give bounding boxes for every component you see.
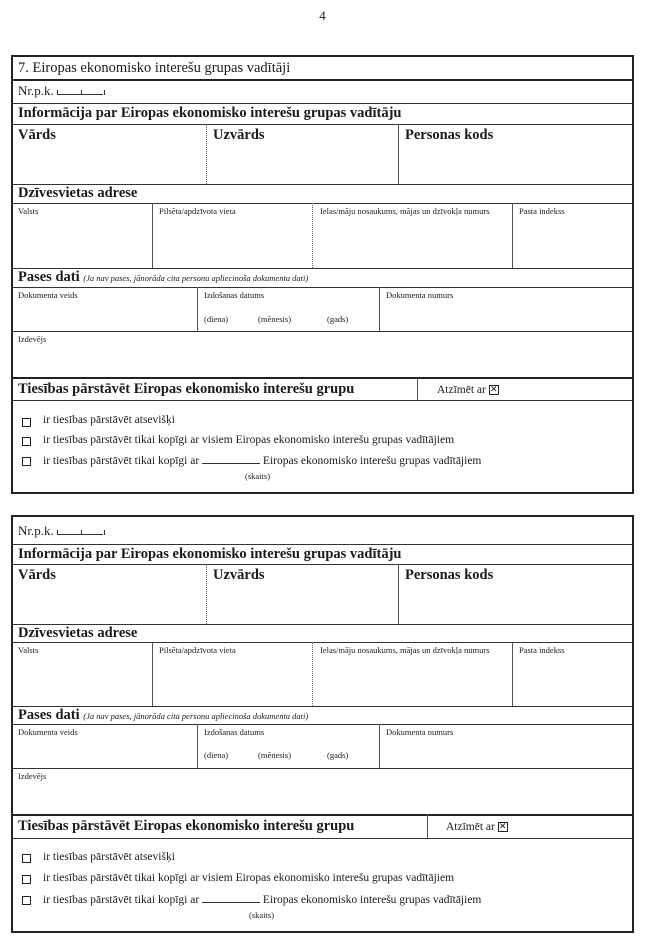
gads-label: (gads) (327, 750, 349, 760)
izdevejs-label: Izdevējs (18, 771, 47, 781)
option-jointly-count-checkbox[interactable] (22, 457, 31, 466)
section-title: 7. Eiropas ekonomisko interešu grupas vadītāji (18, 60, 291, 76)
uzvards-label: Uzvārds (213, 567, 265, 583)
option-separately-checkbox[interactable] (22, 854, 31, 863)
valsts-label: Valsts (18, 645, 39, 655)
pases-heading: Pases dati (Ja nav pases, jānorāda cita personu apliecinoša dokumenta dati) (18, 707, 309, 723)
option-jointly-count-checkbox[interactable] (22, 896, 31, 905)
gads-label: (gads) (327, 314, 349, 324)
x-mark-icon: ✕ (489, 385, 498, 396)
option-separately-label: ir tiesības pārstāvēt atsevišķi (43, 851, 175, 863)
diena-label: (diena) (204, 314, 229, 324)
skaits-label: (skaits) (245, 471, 271, 481)
address-heading: Dzīvesvietas adrese (18, 185, 138, 201)
option-separately-label: ir tiesības pārstāvēt atsevišķi (43, 414, 175, 426)
option-jointly-count-label: ir tiesības pārstāvēt tikai kopīgi ar Eiropas ekonomisko interešu grupas vadītājiem (43, 455, 482, 467)
personas-kods-label: Personas kods (405, 567, 494, 583)
pilseta-label: Pilsēta/apdzīvota vieta (159, 206, 236, 216)
pilseta-label: Pilsēta/apdzīvota vieta (159, 645, 236, 655)
nr-pk-label: Nr.p.k. (18, 523, 54, 538)
izdosanas-label: Izdošanas datums (204, 727, 265, 737)
dok-veids-label: Dokumenta veids (18, 290, 78, 300)
page-number: 4 (319, 8, 326, 23)
info-heading: Informācija par Eiropas ekonomisko interešu grupas vadītāju (18, 546, 402, 562)
option-jointly-all-checkbox[interactable] (22, 875, 31, 884)
option-jointly-all-label: ir tiesības pārstāvēt tikai kopīgi ar visiem Eiropas ekonomisko interešu grupas vadītājiem (43, 872, 455, 884)
skaits-label: (skaits) (249, 910, 275, 920)
iela-label: Ielas/māju nosaukums, mājas un dzīvokļa numurs (320, 206, 490, 216)
diena-label: (diena) (204, 750, 229, 760)
x-mark-icon: ✕ (498, 822, 507, 833)
vards-label: Vārds (18, 567, 56, 583)
dok-numurs-label: Dokumenta numurs (386, 727, 454, 737)
nr-pk-field[interactable] (18, 523, 105, 539)
address-heading: Dzīvesvietas adrese (18, 625, 138, 641)
valsts-label: Valsts (18, 206, 39, 216)
leaders-form-1 (11, 55, 634, 494)
atzimet-hint: Atzīmēt ar ✕ (437, 384, 498, 396)
atzimet-hint: Atzīmēt ar ✕ (446, 821, 507, 833)
izdosanas-label: Izdošanas datums (204, 290, 265, 300)
dok-veids-label: Dokumenta veids (18, 727, 78, 737)
tiesibas-heading: Tiesības pārstāvēt Eiropas ekonomisko interešu grupu (18, 381, 355, 397)
pasta-label: Pasta indekss (519, 645, 565, 655)
uzvards-label: Uzvārds (213, 127, 265, 143)
option-jointly-count-label: ir tiesības pārstāvēt tikai kopīgi ar Eiropas ekonomisko interešu grupas vadītājiem (43, 894, 482, 906)
info-heading: Informācija par Eiropas ekonomisko interešu grupas vadītāju (18, 105, 402, 121)
dok-numurs-label: Dokumenta numurs (386, 290, 454, 300)
nr-pk-label: Nr.p.k. (18, 83, 54, 98)
personas-kods-label: Personas kods (405, 127, 494, 143)
option-jointly-all-checkbox[interactable] (22, 437, 31, 446)
option-jointly-all-label: ir tiesības pārstāvēt tikai kopīgi ar visiem Eiropas ekonomisko interešu grupas vadītājiem (43, 434, 455, 446)
count-input[interactable] (202, 893, 260, 903)
option-separately-checkbox[interactable] (22, 418, 31, 427)
iela-label: Ielas/māju nosaukums, mājas un dzīvokļa numurs (320, 645, 490, 655)
tiesibas-heading: Tiesības pārstāvēt Eiropas ekonomisko interešu grupu (18, 818, 355, 834)
izdevejs-label: Izdevējs (18, 334, 47, 344)
menesis-label: (mēnesis) (258, 314, 292, 324)
menesis-label: (mēnesis) (258, 750, 292, 760)
pases-heading: Pases dati (Ja nav pases, jānorāda cita personu apliecinoša dokumenta dati) (18, 269, 309, 285)
nr-pk-field[interactable] (18, 83, 105, 99)
pases-note: (Ja nav pases, jānorāda cita personu apliecinoša dokumenta dati) (83, 273, 309, 283)
leaders-form-2 (11, 515, 634, 933)
pasta-label: Pasta indekss (519, 206, 565, 216)
vards-label: Vārds (18, 127, 56, 143)
count-input[interactable] (202, 454, 260, 464)
pases-note: (Ja nav pases, jānorāda cita personu apliecinoša dokumenta dati) (83, 711, 309, 721)
